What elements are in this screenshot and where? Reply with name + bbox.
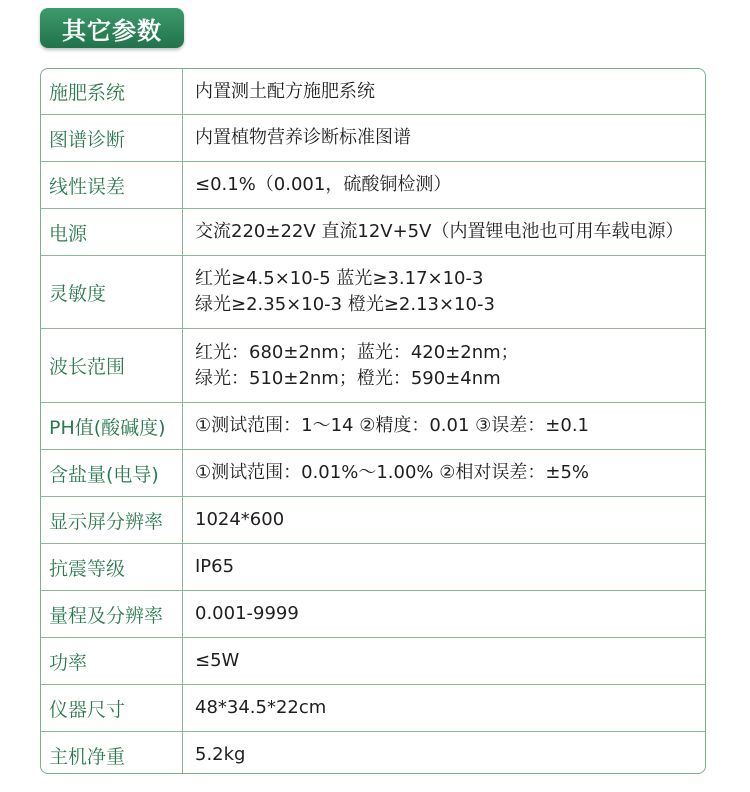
spec-table	[40, 68, 706, 774]
row-value	[183, 450, 705, 496]
table-row	[41, 329, 705, 403]
row-label: 量程及分辨率	[41, 591, 183, 637]
row-value	[183, 69, 705, 114]
table-row	[41, 69, 705, 115]
row-value	[183, 638, 705, 684]
table-row	[41, 403, 705, 450]
row-value	[183, 162, 705, 208]
row-label: 仪器尺寸	[41, 685, 183, 731]
value-line: 红光：680±2nm；蓝光：420±2nm；	[195, 341, 519, 363]
row-label: 图谱诊断	[41, 115, 183, 161]
row-label: 波长范围	[41, 329, 183, 402]
value-line: IP65	[195, 556, 235, 577]
row-label: 线性误差	[41, 162, 183, 208]
table-row	[41, 732, 705, 774]
row-value	[183, 685, 705, 731]
value-line: ≤0.1%（0.001，硫酸铜检测）	[195, 174, 452, 195]
value-line: 绿光≥2.35×10-3 橙光≥2.13×10-3	[195, 294, 495, 315]
value-line: ①测试范围：0.01%～1.00% ②相对误差：±5%	[195, 462, 589, 483]
table-row	[41, 497, 705, 544]
row-label: 功率	[41, 638, 183, 684]
table-row	[41, 450, 705, 497]
value-line: 红光≥4.5×10-5 蓝光≥3.17×10-3	[195, 268, 484, 289]
row-label: 抗震等级	[41, 544, 183, 590]
row-value	[183, 209, 705, 255]
value-line: 内置测土配方施肥系统	[195, 80, 375, 102]
row-value	[183, 115, 705, 161]
table-row	[41, 209, 705, 256]
value-line: 0.001-9999	[195, 603, 299, 624]
value-line: 交流220±22V 直流12V+5V（内置锂电池也可用车载电源）	[195, 221, 684, 242]
row-label: 施肥系统	[41, 69, 183, 114]
value-line: ≤5W	[195, 650, 240, 671]
row-label: 显示屏分辨率	[41, 497, 183, 543]
table-row	[41, 638, 705, 685]
row-value	[183, 591, 705, 637]
table-row	[41, 685, 705, 732]
row-value	[183, 544, 705, 590]
value-line: 48*34.5*22cm	[195, 697, 327, 718]
section-title: 其它参数	[40, 8, 184, 48]
value-line: 内置植物营养诊断标准图谱	[195, 127, 411, 148]
row-value	[183, 256, 705, 328]
value-line: 绿光：510±2nm；橙光：590±4nm	[195, 367, 501, 389]
value-line: 1024*600	[195, 509, 285, 530]
table-row	[41, 162, 705, 209]
row-label: PH值(酸碱度)	[41, 403, 183, 449]
table-row	[41, 544, 705, 591]
row-value	[183, 732, 705, 774]
row-label: 主机净重	[41, 732, 183, 774]
row-label: 含盐量(电导)	[41, 450, 183, 496]
row-value	[183, 403, 705, 449]
row-value	[183, 329, 705, 402]
table-row	[41, 256, 705, 329]
row-label: 灵敏度	[41, 256, 183, 328]
table-row	[41, 115, 705, 162]
value-line: ①测试范围：1～14 ②精度：0.01 ③误差：±0.1	[195, 415, 589, 436]
value-line: 5.2kg	[195, 744, 246, 765]
row-value	[183, 497, 705, 543]
row-label: 电源	[41, 209, 183, 255]
table-row	[41, 591, 705, 638]
